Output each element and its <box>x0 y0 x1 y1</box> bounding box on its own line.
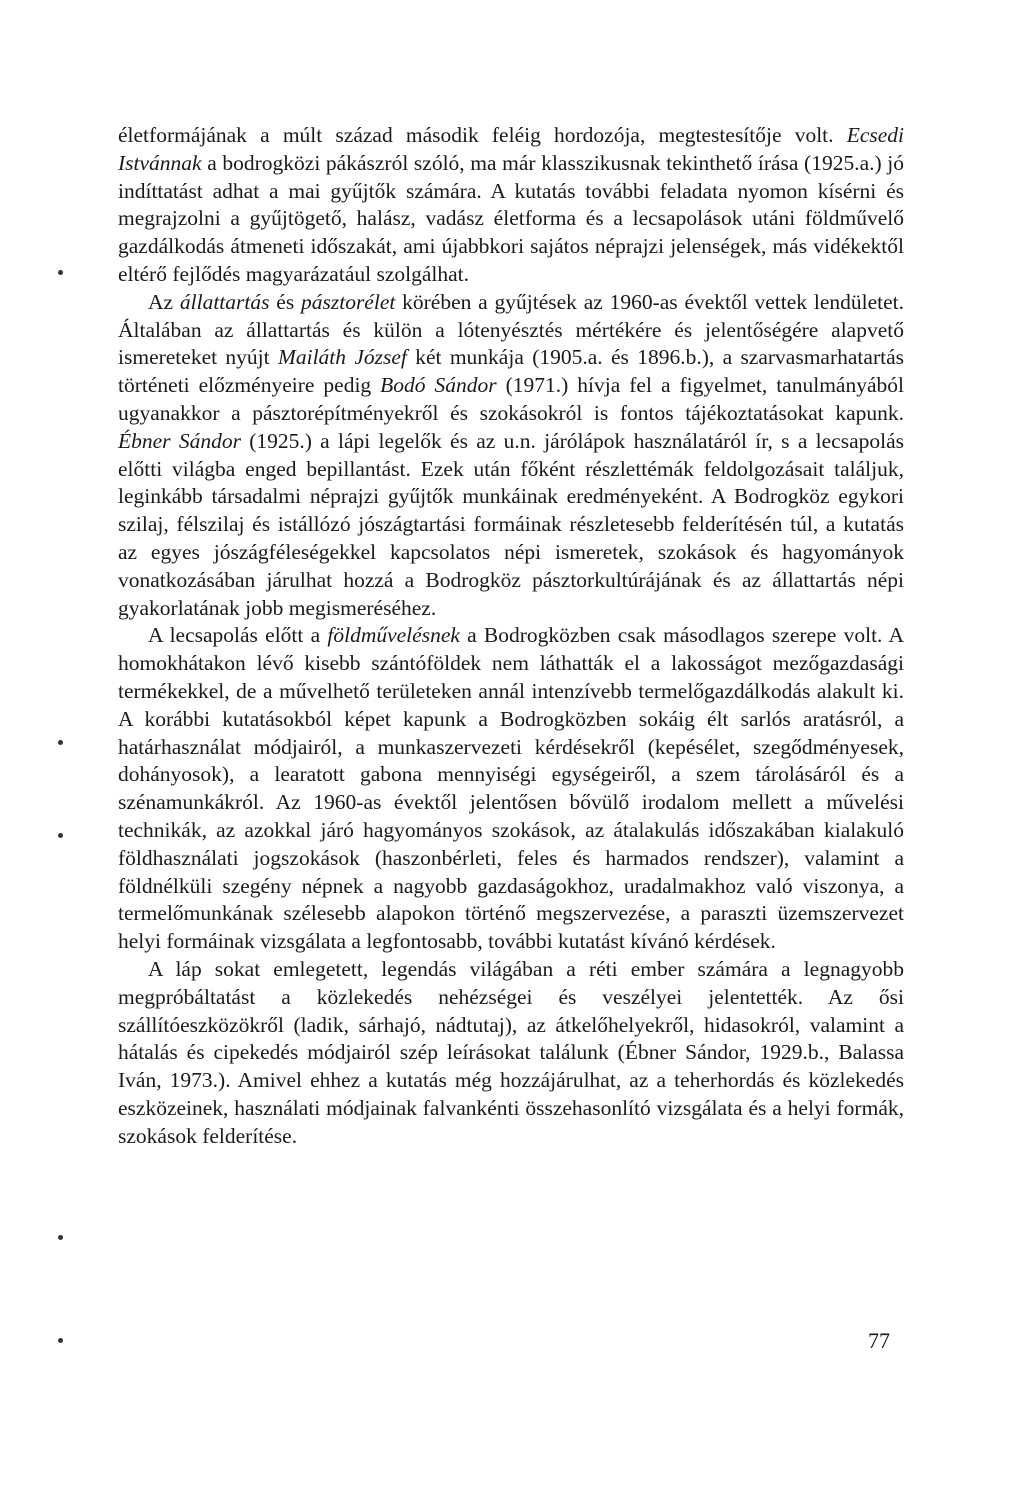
italic-reference: Mailáth József <box>277 345 407 370</box>
text-run: A lecsapolás előtt a <box>148 623 328 648</box>
text-run: életformájának a múlt század második feléig hordozója, megtestesítője volt. <box>118 123 847 147</box>
paragraph <box>118 622 904 956</box>
paragraph <box>118 289 904 623</box>
margin-speck <box>58 1338 63 1343</box>
margin-speck <box>58 270 63 275</box>
paragraph <box>118 122 904 289</box>
italic-reference: állattartás <box>179 289 270 314</box>
italic-reference: földművelésnek <box>327 623 460 648</box>
paragraph <box>118 956 904 1151</box>
margin-speck <box>58 833 63 838</box>
italic-reference: Bodó Sándor <box>380 373 497 398</box>
margin-speck <box>58 1235 63 1240</box>
italic-reference: pásztorélet <box>300 289 396 314</box>
body-text <box>118 122 904 1150</box>
text-run: (1925.) a lápi legelők és az u.n. járólápok használatáról ír, s a lecsapolás előtti világba enged bepillantást. Ezek után főként részlettémák feldolgozásait találjuk, leginkább társadalmi néprajzi gyűjtők munkáinak eredményeként. A Bodrogköz egykori szilaj, félszilaj és istállózó jószágtartási formáinak részletesebb felderítésén túl, a kutatás az egyes jószágféleségekkel kapcsolatos népi ismeretek, szokások és hagyományok vonatkozásában járulhat hozzá a Bodrogköz pásztorkultúrájának és az állattartás népi gyakorlatának jobb megismeréséhez. <box>118 428 904 620</box>
italic-reference: Ébner Sándor <box>118 428 241 453</box>
text-run: a Bodrogközben csak másodlagos szerepe volt. A homokhátakon lévő kisebb szántóföldek nem láthatták el a lakosságot mezőgazdasági termékekkel, de a művelhető területeken annál intenzívebb termelőgazdálkodás alakult ki. A korábbi kutatásokból képet kapunk a Bodrogközben sokáig élt sarlós aratásról, a határhasználat módjairól, a munkaszervezeti kérdésekről (kepésélet, szegődményesek, dohányosok), a learatott gabona mennyiségi egységeiről, a szem tárolásáról és a szénamunkákról. Az 1960-as évektől jelentősen bővülő irodalom mellett a művelési technikák, az azokkal járó hagyományos szokások, az átalakulás időszakában kialakuló földhasználati jogszokások (haszonbérleti, feles és harmados rendszer), valamint a földnélküli szegény népnek a nagyobb gazdaságokhoz, uradalmakhoz való viszonya, a termelőmunkának szélesebb alapokon történő megszervezése, a paraszti üzemszervezet helyi formáinak vizsgálata a legfontosabb, további kutatást kívánó kérdések. <box>118 623 904 954</box>
margin-speck <box>58 740 63 745</box>
text-run: és <box>269 289 301 314</box>
text-run: két munkája (1905.a. és 1896.b.), a szarvasmarhatartás történeti előzményeire pedig <box>118 345 904 398</box>
text-run: Az <box>148 289 180 314</box>
italic-reference: Ecsedi Istvánnak <box>118 123 904 175</box>
page-number: 77 <box>868 1328 890 1353</box>
text-run: A láp sokat emlegetett, legendás világában a réti ember számára a legnagyobb megpróbáltatást a közlekedés nehézségei és veszélyei jelentették. Az ősi szállítóeszközökről (ladik, sárhajó, nádtutaj), az átkelőhelyekről, hidasokról, valamint a hátalás és cipekedés módjairól szép leírásokat találunk (Ébner Sándor, 1929.b., Balassa Iván, 1973.). Amivel ehhez a kutatás még hozzájárulhat, az a teherhordás és közlekedés eszközeinek, használati módjainak falvankénti összehasonlító vizsgálata és a helyi formák, szokások felderítése. <box>118 956 904 1148</box>
text-run: (1971.) hívja fel a figyelmet, tanulmányából ugyanakkor a pásztorépítményekről és szokásokról is fontos tájékoztatásokat kapunk. <box>118 373 904 425</box>
text-run: körében a gyűjtések az 1960-as évektől vettek lendületet. Általában az állattartás és külön a lótenyésztés mértékére és jelentőségére alapvető ismereteket nyújt <box>118 289 904 370</box>
text-run: a bodrogközi pákászról szóló, ma már klasszikusnak tekinthető írása (1925.a.) jó indíttatást adhat a mai gyűjtők számára. A kutatás további feladata nyomon kísérni és megrajzolni a gyűjtögető, halász, vadász életforma és a lecsapolások utáni földművelő gazdálkodás átmeneti időszakát, ami újabbkori sajátos néprajzi jelenségek, más vidékektől eltérő fejlődés magyarázatául szolgálhat. <box>118 150 904 286</box>
